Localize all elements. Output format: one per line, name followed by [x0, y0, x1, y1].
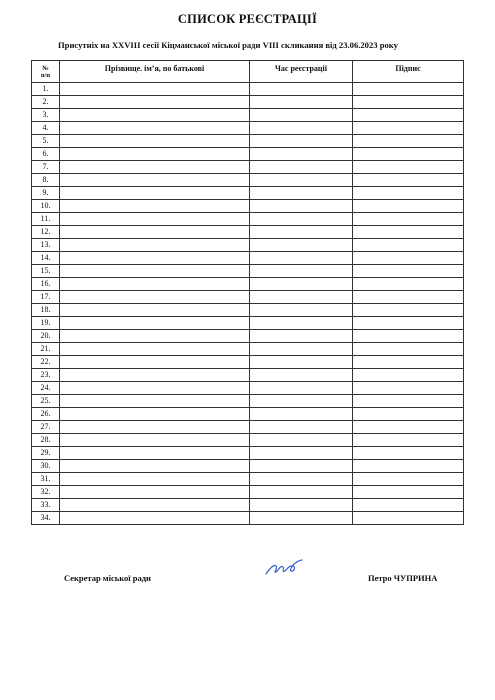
- name-cell[interactable]: [60, 447, 250, 460]
- time-cell[interactable]: [250, 226, 353, 239]
- signature-cell[interactable]: [353, 395, 464, 408]
- time-cell[interactable]: [250, 291, 353, 304]
- time-cell[interactable]: [250, 109, 353, 122]
- row-number: 10.: [32, 200, 60, 213]
- time-cell[interactable]: [250, 304, 353, 317]
- row-number: 8.: [32, 174, 60, 187]
- row-number: 23.: [32, 369, 60, 382]
- time-cell[interactable]: [250, 434, 353, 447]
- time-cell[interactable]: [250, 122, 353, 135]
- row-number: 13.: [32, 239, 60, 252]
- table-row: [32, 382, 464, 395]
- row-number: 16.: [32, 278, 60, 291]
- row-number: 29.: [32, 447, 60, 460]
- row-number: 9.: [32, 187, 60, 200]
- table-row: [32, 239, 464, 252]
- time-cell[interactable]: [250, 408, 353, 421]
- signature-cell[interactable]: [353, 148, 464, 161]
- table-row: [32, 317, 464, 330]
- handwritten-signature-icon: [264, 556, 304, 578]
- name-cell[interactable]: [60, 460, 250, 473]
- signature-cell[interactable]: [353, 473, 464, 486]
- row-number: 5.: [32, 135, 60, 148]
- name-cell[interactable]: [60, 330, 250, 343]
- table-row: [32, 265, 464, 278]
- time-cell[interactable]: [250, 96, 353, 109]
- signature-cell[interactable]: [353, 304, 464, 317]
- name-cell[interactable]: [60, 187, 250, 200]
- row-number: 33.: [32, 499, 60, 512]
- row-number: 19.: [32, 317, 60, 330]
- table-row: [32, 460, 464, 473]
- row-number: 20.: [32, 330, 60, 343]
- signature-cell[interactable]: [353, 512, 464, 525]
- signature-cell[interactable]: [353, 109, 464, 122]
- name-cell[interactable]: [60, 382, 250, 395]
- header-time: Час реєстрації: [250, 61, 353, 83]
- header-number-symbol: №: [42, 64, 49, 72]
- table-row: [32, 330, 464, 343]
- row-number: 4.: [32, 122, 60, 135]
- name-cell[interactable]: [60, 356, 250, 369]
- time-cell[interactable]: [250, 460, 353, 473]
- table-row: [32, 226, 464, 239]
- name-cell[interactable]: [60, 226, 250, 239]
- name-cell[interactable]: [60, 486, 250, 499]
- name-cell[interactable]: [60, 213, 250, 226]
- name-cell[interactable]: [60, 174, 250, 187]
- time-cell[interactable]: [250, 252, 353, 265]
- time-cell[interactable]: [250, 330, 353, 343]
- time-cell[interactable]: [250, 473, 353, 486]
- signature-cell[interactable]: [353, 317, 464, 330]
- table-row: [32, 486, 464, 499]
- signature-cell[interactable]: [353, 265, 464, 278]
- row-number: 26.: [32, 408, 60, 421]
- table-header-row: [32, 61, 464, 83]
- signature-cell[interactable]: [353, 278, 464, 291]
- signature-cell[interactable]: [353, 356, 464, 369]
- secretary-name: Петро ЧУПРИНА: [368, 573, 438, 583]
- row-number: 25.: [32, 395, 60, 408]
- name-cell[interactable]: [60, 421, 250, 434]
- name-cell[interactable]: [60, 148, 250, 161]
- signature-cell[interactable]: [353, 421, 464, 434]
- name-cell[interactable]: [60, 252, 250, 265]
- time-cell[interactable]: [250, 356, 353, 369]
- table-row: [32, 291, 464, 304]
- signature-cell[interactable]: [353, 135, 464, 148]
- name-cell[interactable]: [60, 161, 250, 174]
- secretary-position: Секретар міської ради: [64, 573, 151, 583]
- time-cell[interactable]: [250, 83, 353, 96]
- signature-cell[interactable]: [353, 252, 464, 265]
- row-number: 22.: [32, 356, 60, 369]
- table-row: [32, 499, 464, 512]
- row-number: 3.: [32, 109, 60, 122]
- name-cell[interactable]: [60, 395, 250, 408]
- table-row: [32, 187, 464, 200]
- table-row: [32, 148, 464, 161]
- name-cell[interactable]: [60, 512, 250, 525]
- name-cell[interactable]: [60, 135, 250, 148]
- header-signature: Підпис: [353, 61, 464, 83]
- time-cell[interactable]: [250, 135, 353, 148]
- name-cell[interactable]: [60, 83, 250, 96]
- name-cell[interactable]: [60, 96, 250, 109]
- row-number: 11.: [32, 213, 60, 226]
- row-number: 28.: [32, 434, 60, 447]
- name-cell[interactable]: [60, 265, 250, 278]
- time-cell[interactable]: [250, 447, 353, 460]
- signature-cell[interactable]: [353, 239, 464, 252]
- table-row: [32, 447, 464, 460]
- table-row: [32, 135, 464, 148]
- signature-cell[interactable]: [353, 408, 464, 421]
- signature-cell[interactable]: [353, 226, 464, 239]
- row-number: 27.: [32, 421, 60, 434]
- table-row: [32, 174, 464, 187]
- time-cell[interactable]: [250, 174, 353, 187]
- time-cell[interactable]: [250, 421, 353, 434]
- time-cell[interactable]: [250, 200, 353, 213]
- signature-cell[interactable]: [353, 174, 464, 187]
- signature-cell[interactable]: [353, 187, 464, 200]
- table-row: [32, 473, 464, 486]
- table-row: [32, 252, 464, 265]
- registration-table: [31, 60, 464, 525]
- signature-cell[interactable]: [353, 460, 464, 473]
- time-cell[interactable]: [250, 187, 353, 200]
- time-cell[interactable]: [250, 213, 353, 226]
- header-number: [32, 61, 60, 83]
- name-cell[interactable]: [60, 122, 250, 135]
- table-row: [32, 213, 464, 226]
- signature-cell[interactable]: [353, 213, 464, 226]
- name-cell[interactable]: [60, 109, 250, 122]
- time-cell[interactable]: [250, 317, 353, 330]
- name-cell[interactable]: [60, 499, 250, 512]
- time-cell[interactable]: [250, 395, 353, 408]
- signature-cell[interactable]: [353, 369, 464, 382]
- table-row: [32, 278, 464, 291]
- table-row: [32, 304, 464, 317]
- name-cell[interactable]: [60, 434, 250, 447]
- signature-cell[interactable]: [353, 382, 464, 395]
- time-cell[interactable]: [250, 278, 353, 291]
- table-row: [32, 161, 464, 174]
- time-cell[interactable]: [250, 499, 353, 512]
- row-number: 30.: [32, 460, 60, 473]
- time-cell[interactable]: [250, 148, 353, 161]
- signature-cell[interactable]: [353, 434, 464, 447]
- row-number: 14.: [32, 252, 60, 265]
- table-row: [32, 408, 464, 421]
- row-number: 31.: [32, 473, 60, 486]
- time-cell[interactable]: [250, 239, 353, 252]
- row-number: 18.: [32, 304, 60, 317]
- table-row: [32, 369, 464, 382]
- signature-cell[interactable]: [353, 330, 464, 343]
- row-number: 2.: [32, 96, 60, 109]
- row-number: 12.: [32, 226, 60, 239]
- table-row: [32, 356, 464, 369]
- row-number: 7.: [32, 161, 60, 174]
- time-cell[interactable]: [250, 512, 353, 525]
- signature-cell[interactable]: [353, 486, 464, 499]
- signature-cell[interactable]: [353, 447, 464, 460]
- time-cell[interactable]: [250, 382, 353, 395]
- name-cell[interactable]: [60, 239, 250, 252]
- signature-cell[interactable]: [353, 200, 464, 213]
- signature-cell[interactable]: [353, 96, 464, 109]
- row-number: 21.: [32, 343, 60, 356]
- name-cell[interactable]: [60, 369, 250, 382]
- row-number: 32.: [32, 486, 60, 499]
- table-row: [32, 395, 464, 408]
- signature-cell[interactable]: [353, 161, 464, 174]
- name-cell[interactable]: [60, 304, 250, 317]
- time-cell[interactable]: [250, 265, 353, 278]
- table-row: [32, 200, 464, 213]
- page-title: СПИСОК РЕЄСТРАЦІЇ: [177, 12, 318, 26]
- row-number: 1.: [32, 83, 60, 96]
- name-cell[interactable]: [60, 278, 250, 291]
- row-number: 17.: [32, 291, 60, 304]
- table-row: [32, 109, 464, 122]
- table-row: [32, 122, 464, 135]
- table-row: [32, 96, 464, 109]
- header-number-abbrev: п/п: [40, 71, 51, 79]
- name-cell[interactable]: [60, 343, 250, 356]
- table-row: [32, 512, 464, 525]
- name-cell[interactable]: [60, 291, 250, 304]
- name-cell[interactable]: [60, 408, 250, 421]
- name-cell[interactable]: [60, 473, 250, 486]
- signature-cell[interactable]: [353, 343, 464, 356]
- subtitle: Присутніх на XXVIII сесії Кіцманської міської ради VIII скликання від 23.06.2023 року: [58, 40, 398, 50]
- time-cell[interactable]: [250, 161, 353, 174]
- name-cell[interactable]: [60, 200, 250, 213]
- time-cell[interactable]: [250, 486, 353, 499]
- signature-cell[interactable]: [353, 499, 464, 512]
- table-row: [32, 421, 464, 434]
- row-number: 6.: [32, 148, 60, 161]
- row-number: 24.: [32, 382, 60, 395]
- table-row: [32, 343, 464, 356]
- signature-cell[interactable]: [353, 83, 464, 96]
- time-cell[interactable]: [250, 369, 353, 382]
- row-number: 34.: [32, 512, 60, 525]
- time-cell[interactable]: [250, 343, 353, 356]
- signature-cell[interactable]: [353, 122, 464, 135]
- name-cell[interactable]: [60, 317, 250, 330]
- table-row: [32, 434, 464, 447]
- header-name: Прізвище. ім’я, по батькові: [60, 61, 250, 83]
- signature-cell[interactable]: [353, 291, 464, 304]
- row-number: 15.: [32, 265, 60, 278]
- table-row: [32, 83, 464, 96]
